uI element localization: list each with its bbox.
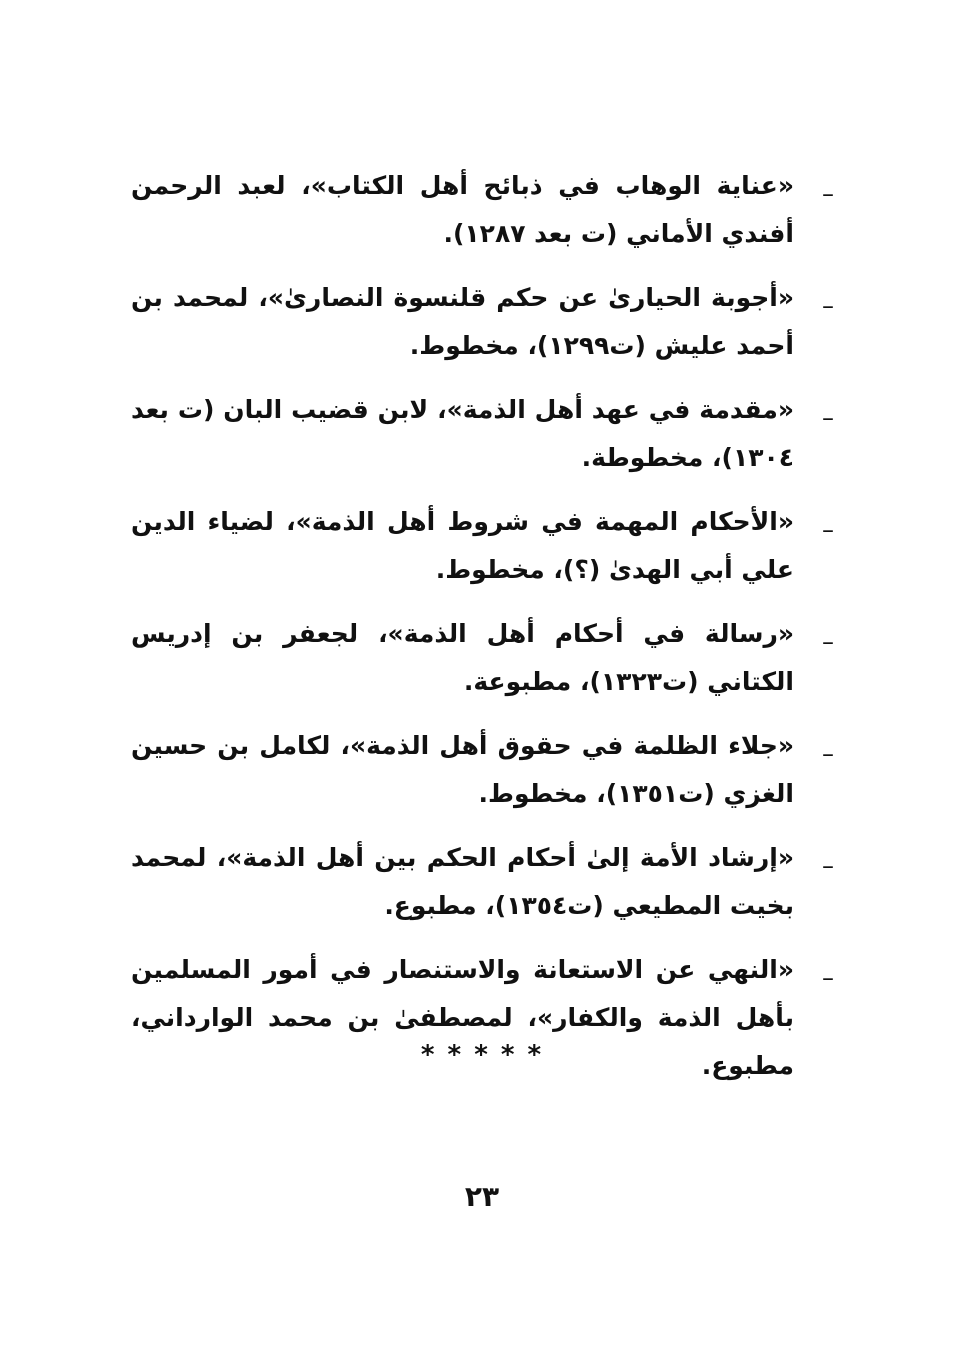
entry-text: «أجوبة الحيارىٰ عن حكم قلنسوة النصارىٰ»، لمحمد بن أحمد عليش (ت١٢٩٩)، مخطوط.: [131, 283, 794, 360]
entry-text: «النهي عن الاستعانة والاستنصار في أمور المسلمين بأهل الذمة والكفار»، لمصطفىٰ بن محمد الوارداني، مطبوع.: [131, 955, 794, 1080]
entry-dash: –: [822, 404, 834, 432]
entry-dash: –: [822, 740, 834, 768]
entry-dash: –: [822, 852, 834, 880]
entry-text: «رسالة في أحكام أهل الذمة»، لجعفر بن إدريس الكتاني (ت١٣٢٣)، مطبوعة.: [131, 619, 794, 696]
entry-dash: –: [822, 964, 834, 992]
bibliography-entry: [0, 498, 964, 610]
entry-text: «عناية الوهاب في ذبائح أهل الكتاب»، لعبد الرحمن أفندي الأماني (ت بعد ١٢٨٧).: [131, 171, 794, 248]
entry-dash: –: [822, 628, 834, 656]
entry-text: «جلاء الظلمة في حقوق أهل الذمة»، لكامل بن حسين الغزي (ت١٣٥١)، مخطوط.: [131, 731, 794, 808]
bibliography-entry: [0, 834, 964, 946]
entry-text: «مقدمة في عهد أهل الذمة»، لابن قضيب البان (ت بعد ١٣٠٤)، مخطوطة.: [131, 395, 794, 472]
bibliography-entry: [0, 610, 964, 722]
entry-dash: –: [822, 292, 834, 320]
entry-dash: –: [822, 180, 834, 208]
bibliography-entry: [0, 722, 964, 834]
bibliography-entry: [0, 386, 964, 498]
entry-text: «إرشاد الأمة إلىٰ أحكام الحكم بين أهل الذمة»، لمحمد بخيت المطيعي (ت١٣٥٤)، مطبوع.: [131, 843, 794, 920]
entry-dash: –: [822, 516, 834, 544]
entry-text: «الأحكام المهمة في شروط أهل الذمة»، لضياء الدين علي أبي الهدىٰ (؟)، مخطوط.: [131, 507, 794, 584]
section-separator: * * * * *: [420, 1040, 544, 1070]
bibliography-list: [0, 162, 964, 1080]
page-number: ٢٣: [464, 1180, 500, 1213]
bibliography-entry: [0, 162, 964, 274]
bibliography-entry: [0, 274, 964, 386]
